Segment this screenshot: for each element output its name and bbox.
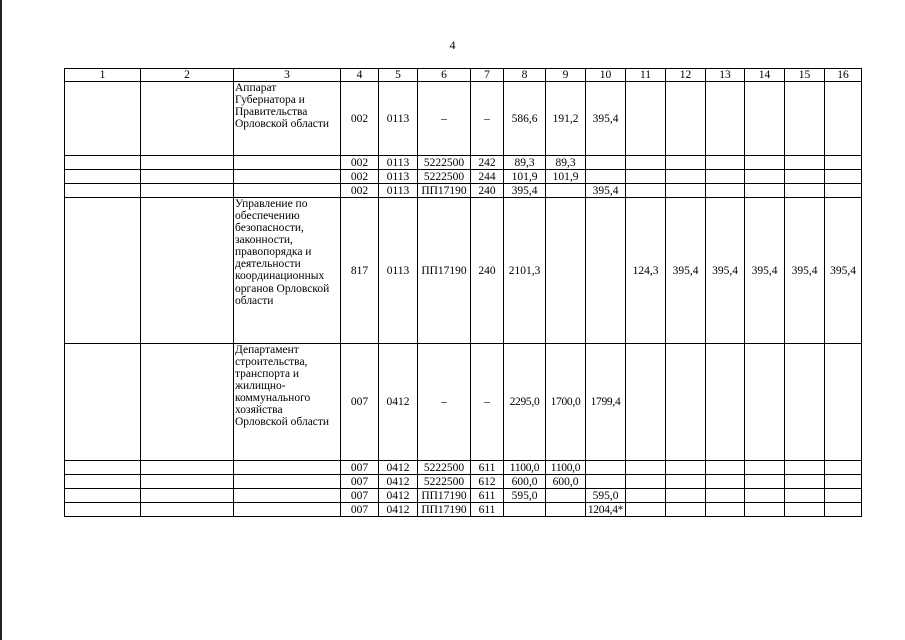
table-cell: 007 [341,475,379,489]
table-cell [65,156,141,170]
table-cell: 595,0 [586,489,626,503]
table-cell [745,461,785,475]
header-cell: 11 [626,69,666,82]
table-cell [745,344,785,461]
table-cell [706,82,745,156]
table-cell [141,489,234,503]
table-cell: 586,6 [504,82,546,156]
table-cell [586,198,626,344]
table-cell [745,475,785,489]
table-cell [626,156,666,170]
table-cell [825,344,862,461]
organization-name-cell [234,489,341,503]
table-cell [706,184,745,198]
header-cell: 2 [141,69,234,82]
table-cell [546,503,586,517]
organization-name-cell [234,461,341,475]
table-cell [586,461,626,475]
table-cell: ПП17190 [418,184,471,198]
table-cell [706,461,745,475]
table-cell: 007 [341,503,379,517]
table-cell: 89,3 [504,156,546,170]
table-cell [626,170,666,184]
table-cell: 0113 [379,198,418,344]
table-cell [141,156,234,170]
table-cell [666,344,706,461]
table-cell [626,489,666,503]
table-cell: 611 [471,503,504,517]
table-cell [785,344,825,461]
table-cell [745,184,785,198]
table-cell: 002 [341,184,379,198]
table-cell [666,170,706,184]
table-cell: ПП17190 [418,503,471,517]
table-cell: 007 [341,461,379,475]
table-cell: 600,0 [546,475,586,489]
table-cell: 1799,4 [586,344,626,461]
table-cell: 600,0 [504,475,546,489]
table-cell [626,461,666,475]
table-cell [65,461,141,475]
table-cell: 1204,4* [586,503,626,517]
table-cell [141,461,234,475]
table-header-row [65,69,862,82]
table-cell: 395,4 [504,184,546,198]
table-cell [825,489,862,503]
table-cell: 0412 [379,475,418,489]
organization-name-cell [234,184,341,198]
table-cell: 611 [471,461,504,475]
table-cell: 395,4 [586,184,626,198]
table-row [65,170,862,184]
page-left-edge [0,0,2,640]
table-cell: 1100,0 [504,461,546,475]
table-cell: 242 [471,156,504,170]
table-cell [706,156,745,170]
table-cell [785,461,825,475]
table-cell: 240 [471,198,504,344]
header-cell: 14 [745,69,785,82]
header-cell: 5 [379,69,418,82]
header-cell: 12 [666,69,706,82]
table-cell: 817 [341,198,379,344]
organization-name-cell: Управление по обеспечению безопасности, законности, правопорядка и деятельности координационных органов Орловской области [234,198,341,344]
table-cell: 007 [341,489,379,503]
table-cell [745,82,785,156]
table-cell [706,170,745,184]
table-cell: 5222500 [418,475,471,489]
table-cell [141,82,234,156]
table-cell: 002 [341,82,379,156]
table-cell: – [418,344,471,461]
organization-name-cell [234,475,341,489]
table-cell [825,82,862,156]
table-cell [785,184,825,198]
table-cell [65,82,141,156]
table-cell [706,503,745,517]
budget-table [64,68,862,517]
header-cell: 7 [471,69,504,82]
table-cell [65,344,141,461]
table-cell [785,170,825,184]
table-cell: 191,2 [546,82,586,156]
table-cell: 395,4 [785,198,825,344]
header-cell: 8 [504,69,546,82]
table-cell: – [418,82,471,156]
table-cell [745,156,785,170]
table-cell [586,156,626,170]
table-cell [785,82,825,156]
table-cell [825,461,862,475]
table-cell: 1700,0 [546,344,586,461]
table-cell: 101,9 [504,170,546,184]
table-cell [546,184,586,198]
table-row [65,503,862,517]
table-cell [141,503,234,517]
table-cell: 5222500 [418,461,471,475]
organization-name-cell: Аппарат Губернатора и Правительства Орловской области [234,82,341,156]
organization-name-cell [234,170,341,184]
table-row [65,156,862,170]
table-cell [141,184,234,198]
table-cell [546,198,586,344]
table-cell: 2101,3 [504,198,546,344]
table-cell: 0412 [379,489,418,503]
table-cell: 240 [471,184,504,198]
table-cell [785,156,825,170]
table-cell [745,489,785,503]
table-cell: 611 [471,489,504,503]
table-cell: – [471,82,504,156]
table-cell [586,475,626,489]
table-cell: 1100,0 [546,461,586,475]
table-cell [141,475,234,489]
table-cell [65,503,141,517]
table-cell [666,82,706,156]
table-cell [706,344,745,461]
table-cell [504,503,546,517]
table-cell: 0113 [379,82,418,156]
table-cell [785,475,825,489]
table-cell: 5222500 [418,156,471,170]
table-cell: 395,4 [706,198,745,344]
table-cell: 0113 [379,184,418,198]
table-cell [626,503,666,517]
header-cell: 1 [65,69,141,82]
table-cell: ПП17190 [418,198,471,344]
table-cell [65,475,141,489]
table-cell: 0113 [379,156,418,170]
table-cell [141,170,234,184]
table-cell [666,461,706,475]
table-cell [785,503,825,517]
table-cell [825,475,862,489]
table-cell [706,475,745,489]
header-cell: 9 [546,69,586,82]
table-cell: ПП17190 [418,489,471,503]
table-cell [626,344,666,461]
organization-name-cell: Департамент строительства, транспорта и жилищно-коммунального хозяйства Орловской области [234,344,341,461]
table-row [65,475,862,489]
table-cell [626,184,666,198]
header-cell: 4 [341,69,379,82]
table-cell [785,489,825,503]
table-cell [666,156,706,170]
table-cell [825,503,862,517]
table-cell [825,170,862,184]
table-cell [745,170,785,184]
table-cell: 101,9 [546,170,586,184]
table-cell [666,503,706,517]
table-cell: 0113 [379,170,418,184]
header-cell: 3 [234,69,341,82]
table-row [65,184,862,198]
organization-name-cell [234,156,341,170]
table-cell [626,82,666,156]
table-cell [825,184,862,198]
table-cell: 007 [341,344,379,461]
table-cell: 002 [341,156,379,170]
table-row [65,344,862,461]
table-cell: – [471,344,504,461]
table-cell [65,170,141,184]
table-cell: 2295,0 [504,344,546,461]
table-cell: 0412 [379,461,418,475]
table-cell [546,489,586,503]
table-cell [141,344,234,461]
header-cell: 13 [706,69,745,82]
header-cell: 15 [785,69,825,82]
table-cell [626,475,666,489]
table-cell [706,489,745,503]
table-cell [586,170,626,184]
table-row [65,461,862,475]
table-cell [65,184,141,198]
table-cell [666,184,706,198]
organization-name-cell [234,503,341,517]
table-cell: 395,4 [745,198,785,344]
table-cell: 0412 [379,344,418,461]
header-cell: 10 [586,69,626,82]
table-row [65,198,862,344]
table-cell [666,475,706,489]
table-cell: 89,3 [546,156,586,170]
table-cell: 5222500 [418,170,471,184]
table-cell: 395,4 [586,82,626,156]
table-cell: 395,4 [825,198,862,344]
table-cell: 395,4 [666,198,706,344]
header-cell: 6 [418,69,471,82]
table-cell [666,489,706,503]
table-cell: 595,0 [504,489,546,503]
table-cell: 0412 [379,503,418,517]
table-cell [745,503,785,517]
table-row [65,82,862,156]
table-row [65,489,862,503]
table-cell: 612 [471,475,504,489]
table-cell [65,489,141,503]
header-cell: 16 [825,69,862,82]
table-cell: 244 [471,170,504,184]
table-cell [65,198,141,344]
table-cell [825,156,862,170]
table-cell: 002 [341,170,379,184]
table-cell: 124,3 [626,198,666,344]
page-number: 4 [449,38,456,52]
table-cell [141,198,234,344]
